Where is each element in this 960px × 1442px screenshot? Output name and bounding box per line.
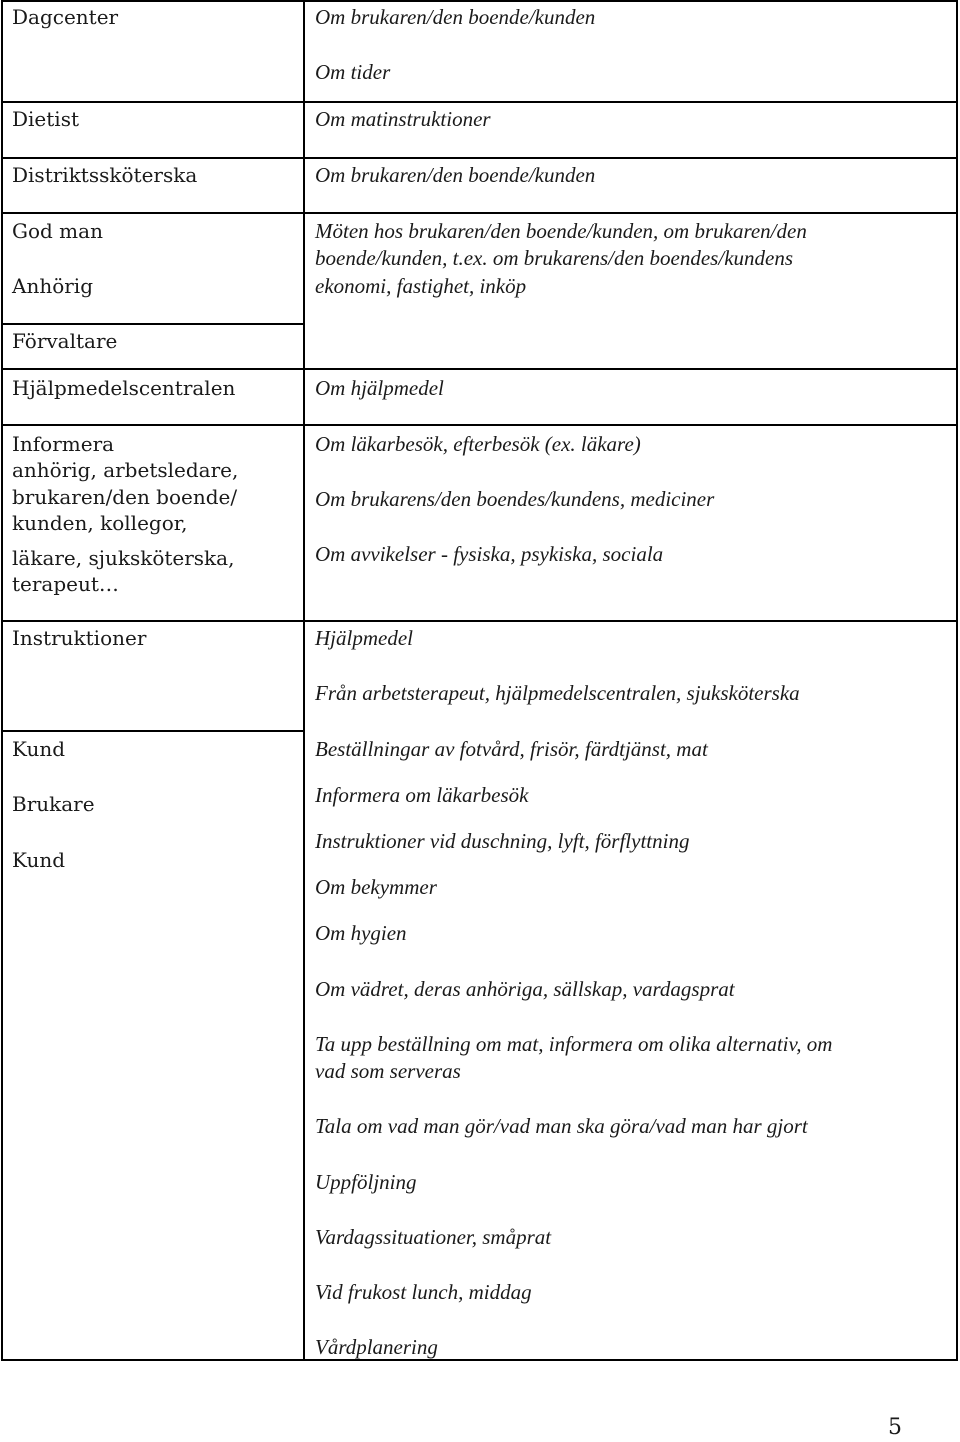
page-number: 5: [888, 1415, 902, 1440]
topic-text: Om matinstruktioner: [315, 107, 491, 131]
topic-text: Om tider: [315, 60, 391, 84]
topic-text: Ta upp beställning om mat, informera om olika alternativ, om: [315, 1032, 833, 1056]
informera-line-5: läkare, sjuksköterska,: [12, 546, 235, 570]
topic-text: Om brukarens/den boendes/kundens, mediciner: [315, 487, 715, 511]
role-kund-2: Kund: [12, 848, 66, 872]
row-divider: [1, 368, 958, 370]
row-divider: [1, 212, 958, 214]
role-hjalpmedelscentralen: Hjälpmedelscentralen: [12, 376, 236, 400]
role-brukare: Brukare: [12, 792, 95, 816]
row-divider: [1, 157, 958, 159]
role-instruktioner: Instruktioner: [12, 626, 147, 650]
role-distriktsskoterska: Distriktssköterska: [12, 163, 198, 187]
topic-text: Om brukaren/den boende/kunden: [315, 5, 596, 29]
topic-text: boende/kunden, t.ex. om brukarens/den boendes/kundens: [315, 246, 794, 270]
topic-text: Från arbetsterapeut, hjälpmedelscentralen, sjuksköterska: [315, 681, 800, 705]
row-divider: [1, 424, 958, 426]
row-divider: [1, 730, 304, 732]
table-border-left: [1, 0, 3, 1361]
topic-text: Beställningar av fotvård, frisör, färdtjänst, mat: [315, 737, 708, 761]
informera-line-3: brukaren/den boende/: [12, 485, 238, 509]
row-divider: [1, 323, 304, 325]
topic-text: vad som serveras: [315, 1059, 461, 1083]
topic-text: Hjälpmedel: [315, 626, 413, 650]
topic-text: Informera om läkarbesök: [315, 783, 529, 807]
row-divider: [1, 620, 958, 622]
topic-text: Vårdplanering: [315, 1335, 438, 1359]
topic-text: Tala om vad man gör/vad man ska göra/vad man har gjort: [315, 1114, 808, 1138]
role-dagcenter: Dagcenter: [12, 5, 119, 29]
table-column-divider: [303, 0, 305, 1361]
informera-line-6: terapeut…: [12, 572, 119, 596]
table-border-top: [1, 0, 958, 2]
topic-text: Vid frukost lunch, middag: [315, 1280, 532, 1304]
topic-text: Möten hos brukaren/den boende/kunden, om brukaren/den: [315, 219, 807, 243]
topic-text: Om bekymmer: [315, 875, 437, 899]
topic-text: Om hygien: [315, 921, 407, 945]
informera-line-2: anhörig, arbetsledare,: [12, 458, 239, 482]
table-border-bottom: [1, 1359, 958, 1361]
topic-text: Om brukaren/den boende/kunden: [315, 163, 596, 187]
topic-text: Instruktioner vid duschning, lyft, förflyttning: [315, 829, 690, 853]
informera-line-4: kunden, kollegor,: [12, 511, 188, 535]
role-dietist: Dietist: [12, 107, 80, 131]
topic-text: Om läkarbesök, efterbesök (ex. läkare): [315, 432, 641, 456]
table-border-right: [956, 0, 958, 1361]
topic-text: Om vädret, deras anhöriga, sällskap, vardagsprat: [315, 977, 735, 1001]
topic-text: Vardagssituationer, småprat: [315, 1225, 552, 1249]
role-anhorig: Anhörig: [12, 274, 94, 298]
role-god-man: God man: [12, 219, 103, 243]
topic-text: Om avvikelser - fysiska, psykiska, sociala: [315, 542, 664, 566]
role-forvaltare: Förvaltare: [12, 329, 118, 353]
topic-text: Uppföljning: [315, 1170, 417, 1194]
role-kund: Kund: [12, 737, 66, 761]
topic-text: ekonomi, fastighet, inköp: [315, 274, 527, 298]
topic-text: Om hjälpmedel: [315, 376, 444, 400]
row-divider: [1, 101, 958, 103]
informera-line-1: Informera: [12, 432, 115, 456]
